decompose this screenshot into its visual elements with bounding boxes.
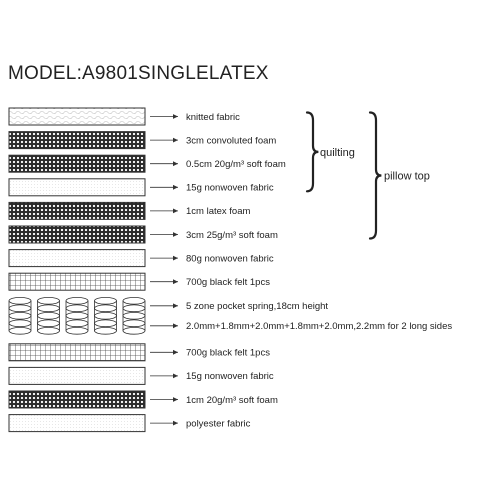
layer-row-nonwoven-15-top bbox=[9, 179, 274, 196]
layer-swatch bbox=[9, 367, 145, 384]
layer-row-nonwoven-15-bottom bbox=[9, 367, 274, 384]
layer-row-knitted bbox=[9, 108, 240, 125]
layer-label: 1cm 20g/m³ soft foam bbox=[186, 394, 278, 406]
layer-swatch bbox=[9, 415, 145, 432]
layer-label: 700g black felt 1pcs bbox=[186, 277, 270, 288]
layer-stack bbox=[9, 108, 452, 432]
layer-row-polyester bbox=[9, 415, 251, 432]
layer-swatch bbox=[9, 179, 145, 196]
quilting-group bbox=[307, 113, 355, 192]
layer-swatch bbox=[9, 250, 145, 267]
pocket-spring bbox=[9, 297, 31, 334]
layer-swatch bbox=[9, 132, 145, 149]
pillow-top-brace bbox=[370, 113, 381, 239]
layer-label: 15g nonwoven fabric bbox=[186, 182, 274, 194]
layer-row-convoluted bbox=[9, 132, 276, 149]
layer-swatch bbox=[9, 273, 145, 290]
layer-label: 3cm convoluted foam bbox=[186, 135, 277, 147]
layer-swatch bbox=[9, 202, 145, 219]
layer-row-felt-top bbox=[9, 273, 270, 290]
layer-swatch bbox=[9, 391, 145, 408]
layer-swatch bbox=[9, 155, 145, 172]
layer-label: polyester fabric bbox=[186, 418, 251, 430]
pocket-spring bbox=[123, 297, 145, 334]
quilting-label: quilting bbox=[320, 146, 355, 159]
layer-row-soft-foam-3cm bbox=[9, 226, 278, 243]
pocket-spring bbox=[66, 297, 88, 334]
layer-row-felt-bottom bbox=[9, 344, 270, 361]
layer-swatch bbox=[9, 108, 145, 125]
pillow-top-label: pillow top bbox=[384, 170, 430, 183]
layer-swatch bbox=[9, 344, 145, 361]
layer-row-springs bbox=[9, 297, 452, 334]
layer-label: knitted fabric bbox=[186, 111, 240, 123]
layer-label: 15g nonwoven fabric bbox=[186, 371, 274, 383]
layer-label: 700g black felt 1pcs bbox=[186, 347, 270, 359]
layer-label: 3cm 25g/m³ soft foam bbox=[186, 229, 278, 241]
layer-row-soft-foam-05 bbox=[9, 155, 286, 172]
quilting-brace bbox=[307, 113, 318, 192]
layer-label: 0.5cm 20g/m³ soft foam bbox=[186, 159, 286, 170]
layer-label-spec: 2.0mm+1.8mm+2.0mm+1.8mm+2.0mm,2.2mm for 2 long sides bbox=[186, 321, 453, 333]
layer-swatch bbox=[9, 226, 145, 243]
pillow-top-group bbox=[370, 113, 430, 239]
layer-label: 80g nonwoven fabric bbox=[186, 253, 274, 265]
model-title: MODEL:A9801SINGLELATEX bbox=[8, 63, 269, 84]
layer-label: 5 zone pocket spring,18cm height bbox=[186, 301, 329, 313]
layer-row-latex-1cm bbox=[9, 202, 250, 219]
layer-label: 1cm latex foam bbox=[186, 206, 251, 218]
layer-row-soft-foam-1cm bbox=[9, 391, 278, 408]
pocket-spring bbox=[38, 297, 60, 334]
layer-row-nonwoven-80 bbox=[9, 250, 274, 267]
pocket-spring bbox=[95, 297, 117, 334]
